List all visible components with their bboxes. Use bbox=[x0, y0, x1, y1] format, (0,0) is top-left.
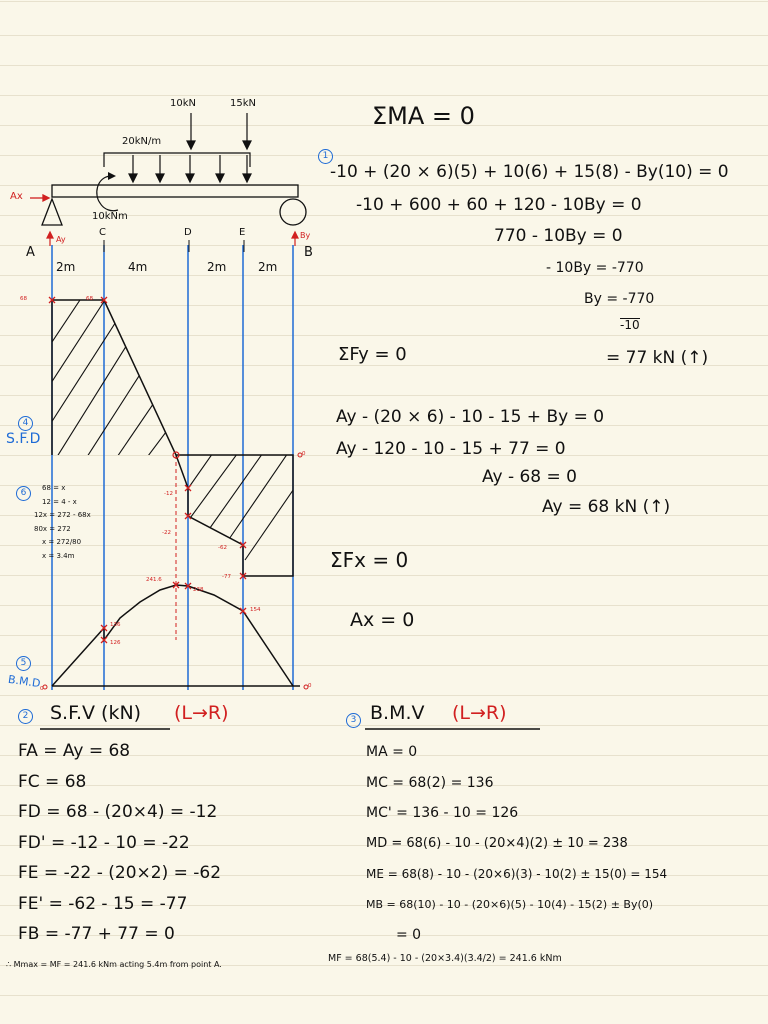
bmv-title: B.M.V bbox=[370, 702, 425, 724]
fy-equation-1: Ay - (20 × 6) - 10 - 15 + By = 0 bbox=[336, 407, 605, 427]
span-label-eb: 2m bbox=[258, 260, 278, 274]
bmv-line-mc-prime: MC' = 136 - 10 = 126 bbox=[366, 805, 519, 821]
bmd-curve bbox=[52, 585, 293, 686]
span-label-de: 2m bbox=[207, 260, 227, 274]
roller-support-b bbox=[280, 199, 306, 225]
fy-equation-3: Ay - 68 = 0 bbox=[482, 467, 577, 487]
sfd-hatching-positive bbox=[40, 300, 205, 460]
sfv-line-fb: FB = -77 + 77 = 0 bbox=[18, 924, 175, 944]
pin-support-a bbox=[42, 199, 62, 225]
bmd-value-d: 238 bbox=[193, 587, 204, 593]
step-3-marker: 3 bbox=[346, 709, 361, 728]
bmd-value-f: 241.6 bbox=[146, 577, 162, 583]
sfd-value-a: 68 bbox=[20, 296, 27, 302]
bmd-value-e: 154 bbox=[250, 607, 261, 613]
step-6-line: 80x = 272 bbox=[34, 524, 71, 533]
point-label-d: D bbox=[184, 227, 192, 238]
moment-arrow-c bbox=[97, 176, 118, 211]
bmv-line-mb: MB = 68(10) - 10 - (20×6)(5) - 10(4) - 15(2) ± By(0) bbox=[366, 897, 654, 911]
moment-equation-4: - 10By = -770 bbox=[546, 260, 644, 276]
point-load-15kn bbox=[243, 113, 251, 149]
sfv-line-fe-prime: FE' = -62 - 15 = -77 bbox=[18, 893, 188, 914]
conclusion-note: ∴ Mmax = MF = 241.6 kNm acting 5.4m from point A. bbox=[6, 960, 222, 969]
bmd-value-c1: 136 bbox=[110, 622, 121, 628]
span-label-ac: 2m bbox=[56, 260, 76, 274]
point-label-a: A bbox=[26, 245, 35, 260]
bmd-label: B.M.D bbox=[7, 672, 42, 691]
moment-equation-3: 770 - 10By = 0 bbox=[494, 226, 623, 246]
bmd-value-a: 0 bbox=[40, 686, 44, 692]
step-2-marker: 2 bbox=[18, 705, 33, 724]
moment-arrowhead bbox=[108, 172, 116, 180]
ax-arrow bbox=[30, 195, 49, 201]
step-4-marker: 4 bbox=[18, 412, 33, 431]
bmv-direction: (L→R) bbox=[452, 702, 507, 724]
ay-result: Ay = 68 kN (↑) bbox=[542, 497, 671, 517]
label-15kn: 15kN bbox=[230, 98, 256, 109]
step-6-line: x = 272/80 bbox=[42, 538, 82, 546]
step-6-marker: 6 bbox=[16, 482, 31, 501]
bmv-list bbox=[366, 737, 667, 951]
sfv-line-fe: FE = -22 - (20×2) = -62 bbox=[18, 863, 222, 883]
sfv-line-fd-prime: FD' = -12 - 10 = -22 bbox=[18, 832, 190, 853]
udl-load bbox=[104, 153, 251, 182]
sfd-label: S.F.D bbox=[6, 431, 41, 447]
label-udl: 20kN/m bbox=[122, 136, 162, 147]
step-6-calc bbox=[34, 482, 91, 563]
label-10kn: 10kN bbox=[170, 98, 196, 109]
label-by: By bbox=[300, 231, 311, 240]
step-6-line: 12 = 4 - x bbox=[42, 497, 77, 506]
sfv-line-fc: FC = 68 bbox=[18, 771, 87, 792]
bmv-line-ma: MA = 0 bbox=[366, 744, 418, 760]
sum-moments-a: ƩMA = 0 bbox=[372, 102, 475, 130]
span-label-cd: 4m bbox=[128, 260, 148, 274]
step-5-marker: 5 bbox=[16, 652, 31, 671]
mf-equation: MF = 68(5.4) - 10 - (20×3.4)(3.4/2) = 241.6 kNm bbox=[328, 953, 562, 964]
ax-result: Ax = 0 bbox=[350, 609, 415, 631]
step-6-line: 68 = x bbox=[42, 484, 66, 492]
sum-forces-x: ƩFx = 0 bbox=[330, 548, 409, 572]
sfd-value-b: 0 bbox=[302, 451, 306, 457]
bmd-value-b: 0 bbox=[308, 683, 312, 689]
sfv-list bbox=[18, 736, 221, 950]
moment-equation-2: -10 + 600 + 60 + 120 - 10By = 0 bbox=[356, 195, 642, 215]
bmd-value-c2: 126 bbox=[110, 640, 121, 646]
by-arrow bbox=[292, 232, 298, 246]
by-fraction-numerator: By = -770 bbox=[584, 291, 655, 307]
step-6-line: 12x = 272 - 68x bbox=[34, 511, 91, 519]
label-ay: Ay bbox=[56, 235, 66, 244]
fy-equation-2: Ay - 120 - 10 - 15 + 77 = 0 bbox=[336, 439, 566, 459]
sfd-value-e1: -62 bbox=[218, 545, 227, 551]
point-load-10kn bbox=[187, 113, 195, 149]
label-moment-10knm: 10kNm bbox=[92, 211, 128, 222]
sfd-value-d1: -12 bbox=[164, 491, 173, 497]
sfd-value-e2: -77 bbox=[222, 574, 231, 580]
point-label-c: C bbox=[99, 227, 106, 238]
by-fraction-denominator: -10 bbox=[620, 318, 640, 332]
bmv-line-md: MD = 68(6) - 10 - (20×4)(2) ± 10 = 238 bbox=[366, 835, 628, 851]
point-label-e: E bbox=[239, 227, 246, 238]
sfd-value-c: 68 bbox=[86, 296, 93, 302]
sfv-title: S.F.V (kN) bbox=[50, 702, 142, 724]
moment-equation-1: -10 + (20 × 6)(5) + 10(6) + 15(8) - By(10) = 0 bbox=[330, 162, 729, 182]
sfd-value-d2: -22 bbox=[162, 530, 171, 536]
ay-arrow bbox=[47, 232, 53, 246]
label-ax: Ax bbox=[10, 191, 23, 202]
sfv-direction: (L→R) bbox=[174, 702, 229, 724]
sfv-line-fd: FD = 68 - (20×4) = -12 bbox=[18, 802, 218, 822]
bmv-line-mb-result: = 0 bbox=[396, 927, 422, 943]
point-label-b: B bbox=[304, 245, 313, 260]
beam bbox=[52, 185, 298, 197]
by-result: = 77 kN (↑) bbox=[606, 348, 709, 368]
sfv-line-fa: FA = Ay = 68 bbox=[18, 741, 131, 761]
sum-forces-y: ƩFy = 0 bbox=[338, 344, 407, 365]
step-1-marker: 1 bbox=[318, 145, 333, 164]
step-6-line: x = 3.4m bbox=[42, 551, 75, 560]
bmv-line-mc: MC = 68(2) = 136 bbox=[366, 774, 494, 791]
bmv-line-me: ME = 68(8) - 10 - (20×6)(3) - 10(2) ± 15(0) = 154 bbox=[366, 867, 668, 881]
